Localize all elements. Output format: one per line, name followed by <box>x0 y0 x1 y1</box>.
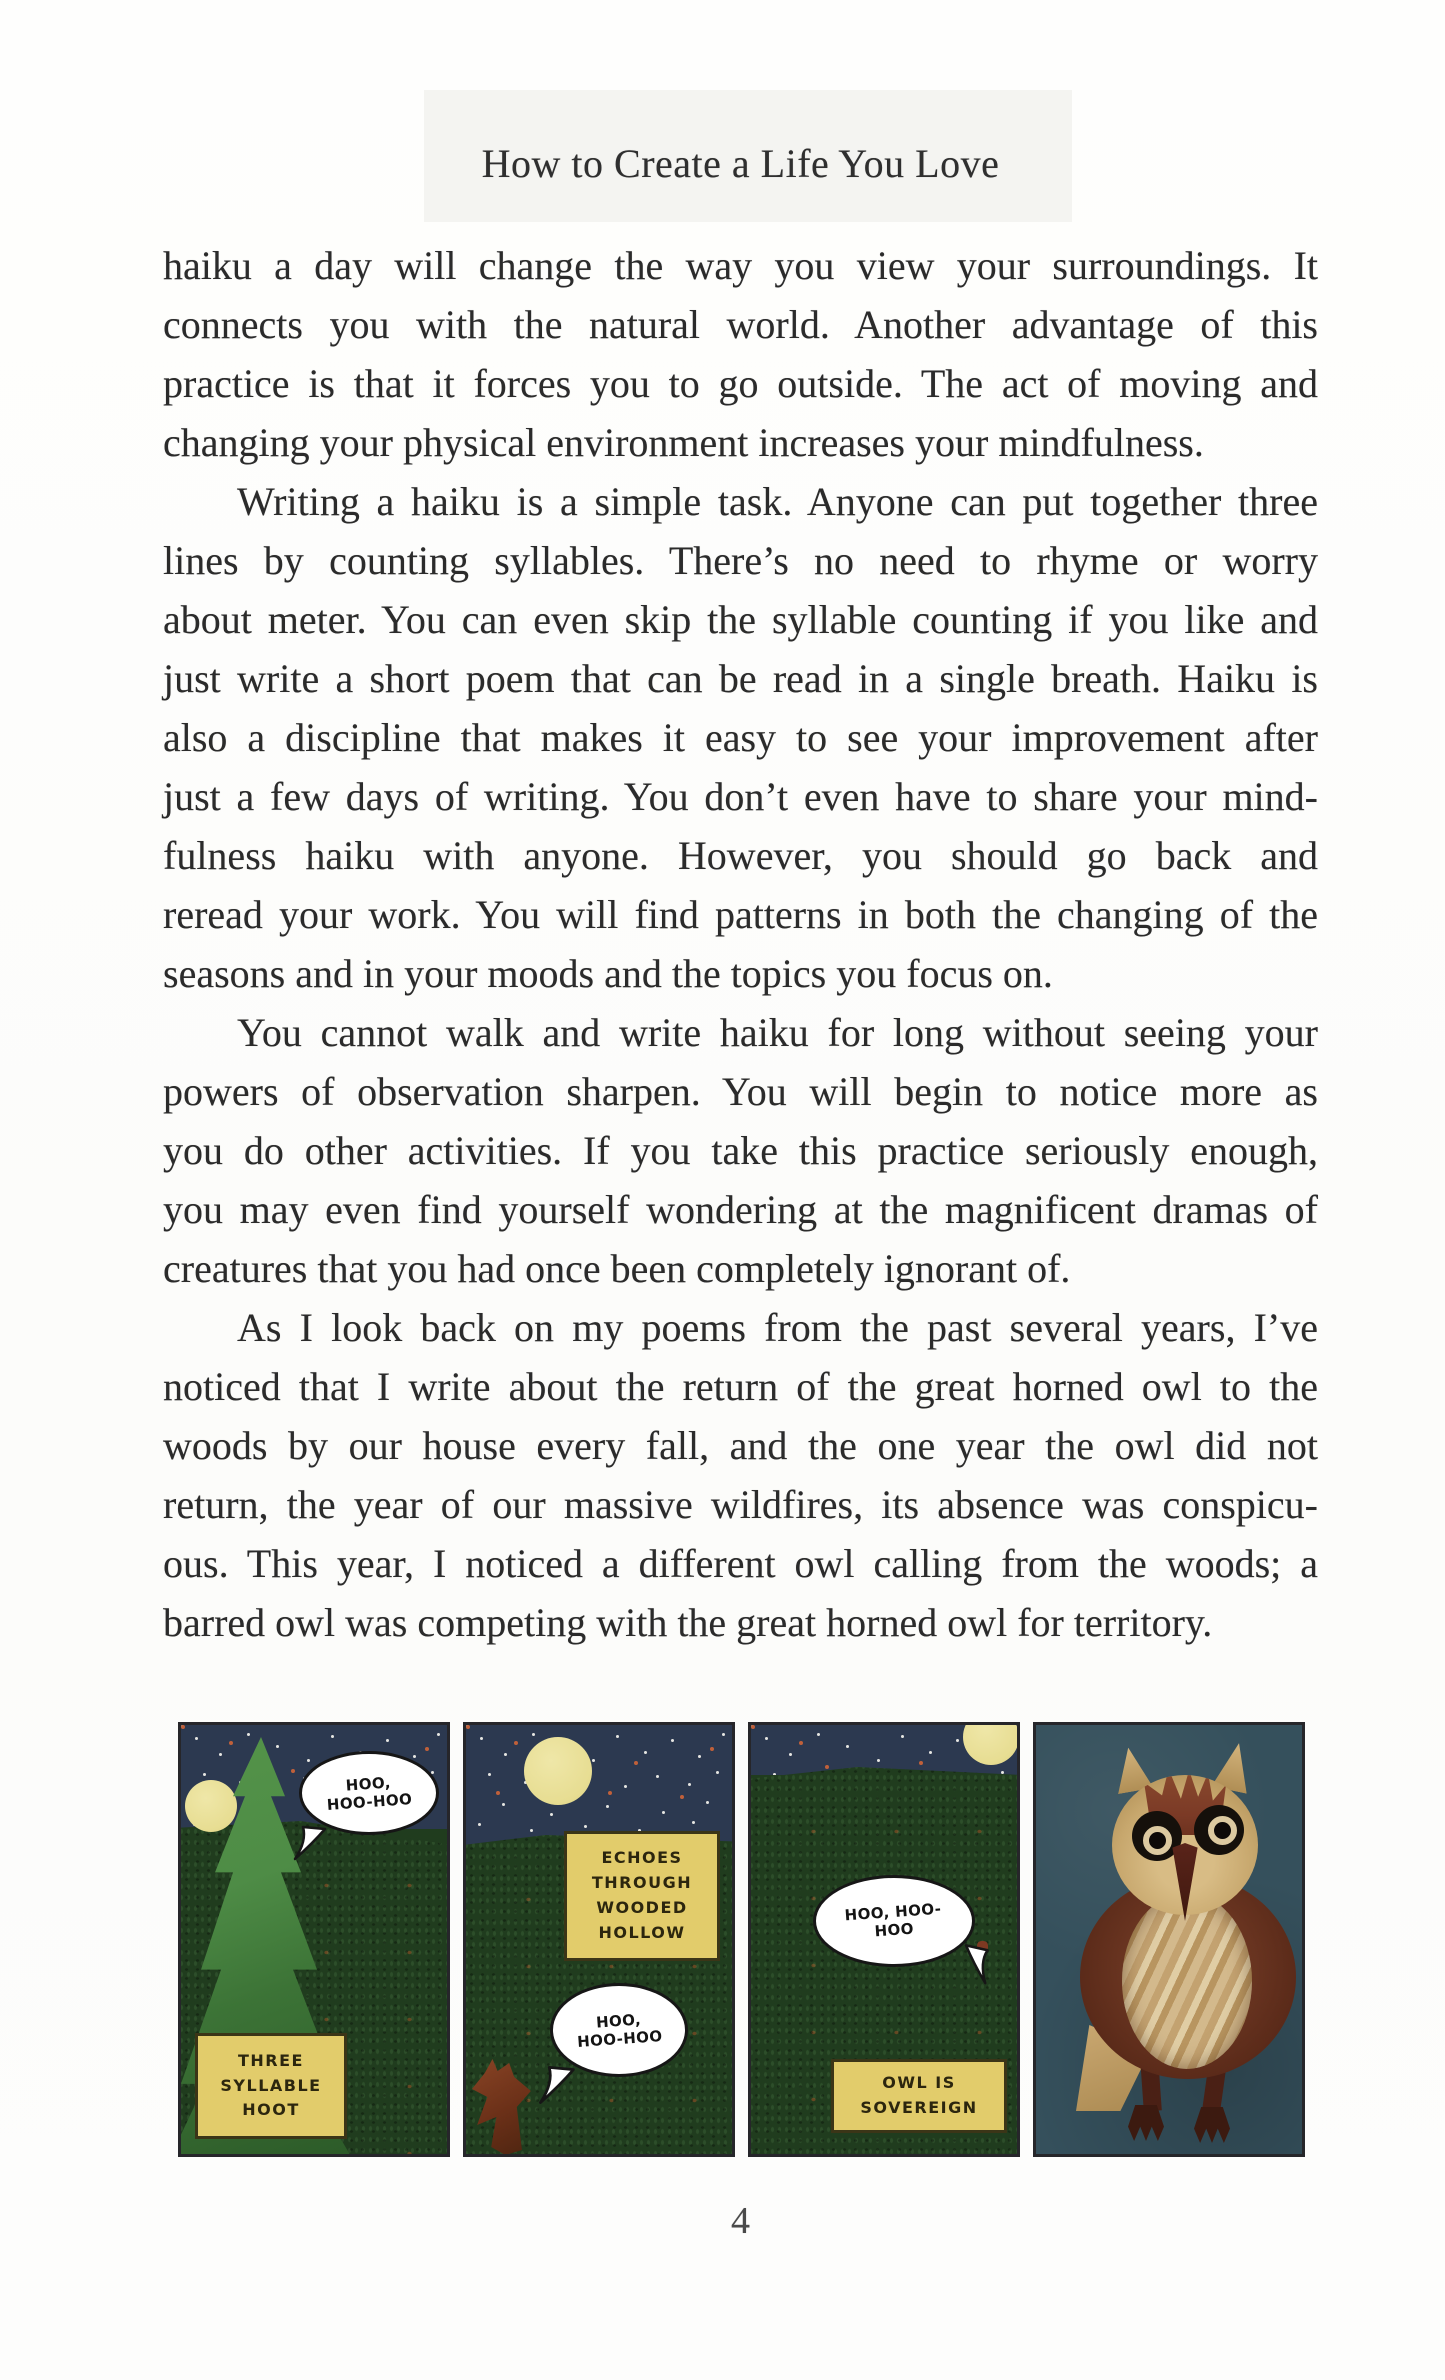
body-line: haiku a day will change the way you view your surroundings. It <box>163 243 1318 288</box>
body-line: you do other activities. If you take this practice seriously enough, <box>163 1128 1318 1173</box>
body-line: noticed that I write about the return of the great horned owl to the <box>163 1364 1318 1409</box>
body-line: lines by counting syllables. There’s no need to rhyme or worry <box>163 538 1318 583</box>
body-text <box>163 242 1318 1658</box>
speech-bubble-tail <box>291 1823 331 1863</box>
speech-bubble-tail <box>536 2063 580 2107</box>
body-line: seasons and in your moods and the topics you focus on. <box>163 951 1053 996</box>
body-line: just a few days of writing. You don’t even have to share your mind- <box>163 774 1318 819</box>
page-number: 4 <box>731 2200 750 2242</box>
body-line: As I look back on my poems from the past several years, I’ve <box>237 1305 1318 1350</box>
owl-pupil-left <box>1143 1826 1172 1855</box>
body-line: powers of observation sharpen. You will begin to notice more as <box>163 1069 1318 1114</box>
body-line: woods by our house every fall, and the one year the owl did not <box>163 1423 1318 1468</box>
paragraph <box>163 1009 1318 1304</box>
body-line: changing your physical environment increases your mindfulness. <box>163 420 1204 465</box>
comic-panel-4 <box>1033 1722 1305 2157</box>
body-line: You cannot walk and write haiku for long without seeing your <box>237 1010 1318 1055</box>
body-line: Writing a haiku is a simple task. Anyone can put together three <box>237 479 1318 524</box>
caption-text: ECHOES THROUGH WOODED HOLLOW <box>591 1848 693 1942</box>
body-line: practice is that it forces you to go outside. The act of moving and <box>163 361 1318 406</box>
running-header: How to Create a Life You Love <box>481 141 1000 186</box>
body-line: you may even find yourself wondering at the magnificent dramas of <box>163 1187 1318 1232</box>
stars <box>466 1725 732 1845</box>
comic-strip <box>178 1722 1305 2157</box>
owl-pupil-right <box>1208 1816 1237 1845</box>
night-sky <box>466 1725 732 1845</box>
body-line: about meter. You can even skip the syllable counting if you like and <box>163 597 1318 642</box>
caption-text: THREE SYLLABLE HOOT <box>220 2050 322 2120</box>
speech-bubble-text: HOO, HOO-HOO <box>326 1773 413 1814</box>
owl-eye-right <box>1194 1805 1244 1855</box>
body-line: return, the year of our massive wildfires, its absence was conspicu- <box>163 1482 1318 1527</box>
paragraph <box>163 1304 1318 1658</box>
body-line: creatures that you had once been completely ignorant of. <box>163 1246 1071 1291</box>
comic-panel-3 <box>748 1722 1020 2157</box>
body-line: reread your work. You will find patterns in both the changing of the <box>163 892 1318 937</box>
body-line: fulness haiku with anyone. However, you should go back and <box>163 833 1318 878</box>
body-line: connects you with the natural world. Another advantage of this <box>163 302 1318 347</box>
paragraph <box>163 242 1318 478</box>
speech-bubble-text: HOO, HOO-HOO <box>576 2010 663 2051</box>
body-line: barred owl was competing with the great horned owl for territory. <box>163 1600 1213 1645</box>
moon-icon <box>524 1737 592 1805</box>
owl-breast <box>1122 1893 1252 2069</box>
comic-panel-1 <box>178 1722 450 2157</box>
body-line: just write a short poem that can be read in a single breath. Haiku is <box>163 656 1318 701</box>
body-line: ous. This year, I noticed a different owl calling from the woods; a <box>163 1541 1318 1586</box>
speech-bubble <box>299 1751 439 1835</box>
speech-bubble <box>550 1983 688 2077</box>
caption-text: OWL IS SOVEREIGN <box>860 2073 978 2117</box>
caption-box <box>564 1831 720 1961</box>
speech-bubble <box>813 1875 975 1967</box>
caption-box <box>831 2059 1007 2133</box>
speech-bubble-text: HOO, HOO-HOO <box>844 1899 943 1941</box>
moon-icon <box>185 1780 237 1832</box>
comic-panel-2 <box>463 1722 735 2157</box>
caption-box <box>195 2033 347 2139</box>
body-line: also a discipline that makes it easy to see your improvement after <box>163 715 1318 760</box>
paragraph <box>163 478 1318 1009</box>
